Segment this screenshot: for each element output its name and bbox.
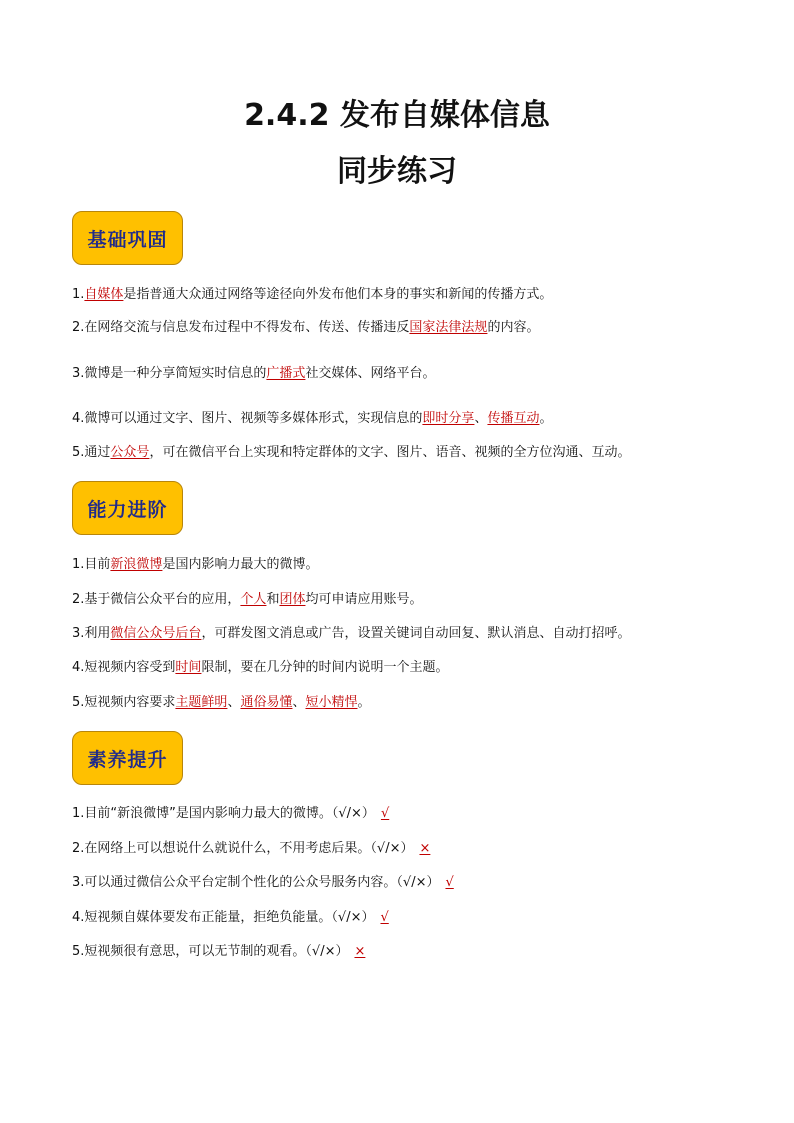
answer-blank: 广播式 xyxy=(266,366,306,381)
item-text: 目前 xyxy=(84,557,111,572)
answer-blank: 主题鲜明 xyxy=(175,695,228,710)
judgement-item xyxy=(72,805,732,823)
answer-mark: √ xyxy=(380,806,390,821)
item-number: 5. xyxy=(72,445,85,460)
item-text: 利用 xyxy=(84,626,111,641)
item-text: 在网络上可以想说什么就说什么，不用考虑后果。（√/×） xyxy=(84,841,414,856)
judgement-item xyxy=(72,840,732,858)
answer-blank: 个人 xyxy=(240,592,267,607)
item-text: 基于微信公众平台的应用， xyxy=(84,592,241,607)
section-heading-advanced: 能力进阶 xyxy=(72,481,183,535)
answer-blank: 时间 xyxy=(175,660,202,675)
judgement-item xyxy=(72,943,732,961)
answer-blank: 自媒体 xyxy=(84,287,124,302)
item-text: 短视频自媒体要发布正能量，拒绝负能量。（√/×） xyxy=(84,910,375,925)
question-item xyxy=(72,694,732,712)
item-text: 通过 xyxy=(84,445,111,460)
page-subtitle: 同步练习 xyxy=(337,154,457,189)
answer-blank: 国家法律法规 xyxy=(409,320,488,335)
item-number: 4. xyxy=(72,910,85,925)
question-item xyxy=(72,365,732,383)
answer-blank: 通俗易懂 xyxy=(240,695,293,710)
item-text: 短视频内容受到 xyxy=(84,660,176,675)
question-item xyxy=(72,444,732,462)
question-item xyxy=(72,591,732,609)
question-item xyxy=(72,659,732,677)
item-number: 1. xyxy=(72,806,85,821)
item-text: 目前“新浪微博”是国内影响力最大的微博。（√/×） xyxy=(84,806,375,821)
item-text: 微博可以通过文字、图片、视频等多媒体形式，实现信息的 xyxy=(84,411,423,426)
question-item xyxy=(72,410,732,428)
item-text: 的内容。 xyxy=(487,320,540,335)
answer-blank: 公众号 xyxy=(110,445,150,460)
answer-blank: 团体 xyxy=(279,592,306,607)
judgement-item xyxy=(72,874,732,892)
question-item xyxy=(72,625,732,643)
item-number: 3. xyxy=(72,626,85,641)
item-text: 和 xyxy=(266,592,280,607)
item-number: 2. xyxy=(72,592,85,607)
item-text: 社交媒体、网络平台。 xyxy=(305,366,436,381)
item-text: 。 xyxy=(357,695,371,710)
item-number: 5. xyxy=(72,944,85,959)
question-item xyxy=(72,556,732,574)
item-text: 在网络交流与信息发布过程中不得发布、传送、传播违反 xyxy=(84,320,410,335)
item-number: 5. xyxy=(72,695,85,710)
item-number: 4. xyxy=(72,411,85,426)
item-text: 可以通过微信公众平台定制个性化的公众号服务内容。（√/×） xyxy=(84,875,440,890)
item-text: 、 xyxy=(292,695,306,710)
judgement-item xyxy=(72,909,732,927)
item-number: 4. xyxy=(72,660,85,675)
item-number: 1. xyxy=(72,287,85,302)
item-text: ，可群发图文消息或广告，设置关键词自动回复、默认消息、自动打招呼。 xyxy=(201,626,631,641)
item-text: 限制，要在几分钟的时间内说明一个主题。 xyxy=(201,660,449,675)
item-text: 是国内影响力最大的微博。 xyxy=(162,557,319,572)
item-text: 短视频内容要求 xyxy=(84,695,176,710)
answer-mark: × xyxy=(419,841,431,856)
item-number: 2. xyxy=(72,320,85,335)
answer-mark: √ xyxy=(445,875,454,890)
section-heading-literacy: 素养提升 xyxy=(72,731,183,785)
item-text: 微博是一种分享简短实时信息的 xyxy=(84,366,267,381)
item-text: ，可在微信平台上实现和特定群体的文字、图片、语音、视频的全方位沟通、互动。 xyxy=(149,445,631,460)
answer-blank: 短小精悍 xyxy=(305,695,358,710)
item-text: 均可申请应用账号。 xyxy=(305,592,423,607)
answer-blank: 即时分享 xyxy=(422,411,475,426)
answer-blank: 传播互动 xyxy=(487,411,540,426)
question-item xyxy=(72,319,732,337)
item-number: 3. xyxy=(72,875,85,890)
item-text: 是指普通大众通过网络等途径向外发布他们本身的事实和新闻的传播方式。 xyxy=(123,287,553,302)
answer-blank: 新浪微博 xyxy=(110,557,163,572)
item-number: 1. xyxy=(72,557,85,572)
item-text: 、 xyxy=(227,695,241,710)
answer-mark: × xyxy=(354,944,366,959)
item-text: 。 xyxy=(539,411,553,426)
answer-mark: √ xyxy=(380,910,389,925)
answer-blank: 微信公众号后台 xyxy=(110,626,202,641)
item-number: 3. xyxy=(72,366,85,381)
item-number: 2. xyxy=(72,841,85,856)
item-text: 短视频很有意思，可以无节制的观看。（√/×） xyxy=(84,944,349,959)
item-text: 、 xyxy=(474,411,488,426)
question-item xyxy=(72,286,732,304)
section-heading-basic: 基础巩固 xyxy=(72,211,183,265)
page-title: 2.4.2 发布自媒体信息 xyxy=(244,98,550,133)
